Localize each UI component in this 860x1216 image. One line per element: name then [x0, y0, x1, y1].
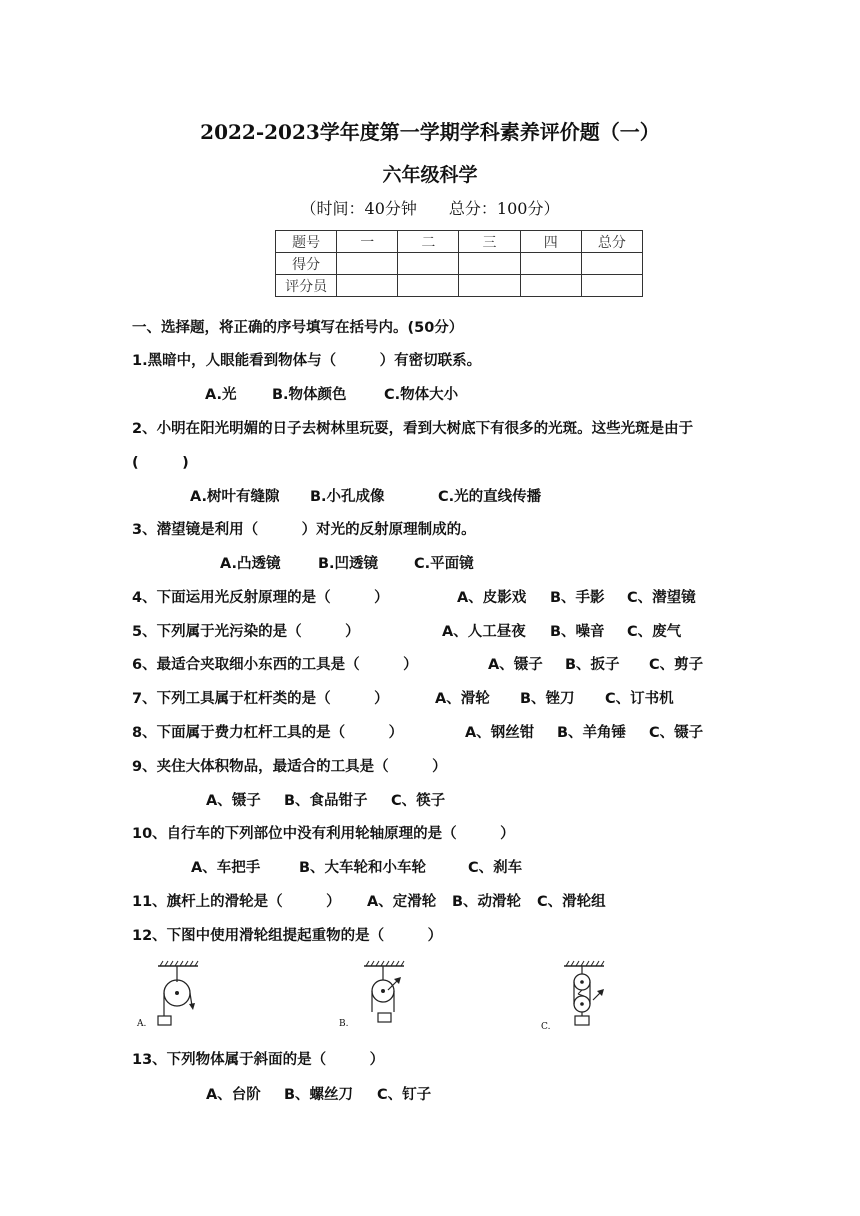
- table-cell: [398, 253, 459, 275]
- figure-a-label: A.: [137, 1019, 147, 1029]
- question-3-option-a: A.凸透镜: [220, 556, 281, 572]
- question-11-stem: 11、旗杆上的滑轮是（ ）: [132, 894, 341, 910]
- question-6-option-c: C、剪子: [649, 657, 704, 673]
- question-4-option-b: B、手影: [550, 590, 605, 606]
- table-cell: [398, 275, 459, 297]
- question-9-option-a: A、镊子: [206, 793, 261, 809]
- question-12-stem: 12、下图中使用滑轮组提起重物的是（ ）: [132, 928, 443, 944]
- figure-b-label: B.: [339, 1019, 349, 1029]
- question-5-stem: 5、下列属于光污染的是（ ）: [132, 624, 360, 640]
- exam-time-info: （时间：40分钟 总分：100分）: [300, 199, 560, 218]
- question-1-option-b: B.物体颜色: [272, 387, 347, 403]
- question-3-option-b: B.凹透镜: [318, 556, 379, 572]
- question-1-option-a: A.光: [205, 387, 237, 403]
- question-6-option-a: A、镊子: [488, 657, 543, 673]
- question-7-option-b: B、锉刀: [520, 691, 575, 707]
- table-cell: [581, 275, 642, 297]
- table-cell: [337, 275, 398, 297]
- score-table: [275, 230, 643, 297]
- table-cell: [459, 275, 520, 297]
- table-cell: 得分: [276, 253, 337, 275]
- figure-c-label: C.: [541, 1022, 551, 1032]
- table-cell: [520, 253, 581, 275]
- table-cell: [581, 253, 642, 275]
- question-5-option-a: A、人工昼夜: [442, 624, 526, 640]
- question-7-option-a: A、滑轮: [435, 691, 490, 707]
- table-row: [276, 231, 643, 253]
- question-11-option-a: A、定滑轮: [367, 894, 437, 910]
- question-8-option-b: B、羊角锤: [557, 725, 627, 741]
- question-6-stem: 6、最适合夹取细小东西的工具是（ ）: [132, 657, 418, 673]
- question-5-option-b: B、噪音: [550, 624, 605, 640]
- question-8-option-c: C、镊子: [649, 725, 704, 741]
- question-13-option-c: C、钉子: [377, 1087, 432, 1103]
- exam-title: 2022-2023学年度第一学期学科素养评价题（一）: [200, 120, 660, 144]
- table-cell: 题号: [276, 231, 337, 253]
- table-cell: [337, 253, 398, 275]
- question-2-option-a: A.树叶有缝隙: [190, 489, 280, 505]
- section-heading: 一、选择题，将正确的序号填写在括号内。(50分）: [132, 320, 464, 336]
- question-2-stem-bracket: ( ): [132, 455, 189, 471]
- table-cell: 评分员: [276, 275, 337, 297]
- question-11-option-b: B、动滑轮: [452, 894, 522, 910]
- pulley-figure-b: [338, 960, 418, 1032]
- table-cell: [520, 275, 581, 297]
- question-2-option-b: B.小孔成像: [310, 489, 385, 505]
- question-5-option-c: C、废气: [627, 624, 682, 640]
- table-cell: 四: [520, 231, 581, 253]
- question-4-stem: 4、下面运用光反射原理的是（ ）: [132, 590, 389, 606]
- table-row: [276, 253, 643, 275]
- table-cell: 三: [459, 231, 520, 253]
- question-10-option-b: B、大车轮和小车轮: [299, 860, 427, 876]
- question-13-stem: 13、下列物体属于斜面的是（ ）: [132, 1052, 385, 1068]
- exam-subtitle: 六年级科学: [382, 164, 478, 186]
- question-6-option-b: B、扳子: [565, 657, 620, 673]
- table-cell: 一: [337, 231, 398, 253]
- question-1-option-c: C.物体大小: [384, 387, 459, 403]
- question-4-option-a: A、皮影戏: [457, 590, 527, 606]
- question-3-option-c: C.平面镜: [414, 556, 474, 572]
- question-2-option-c: C.光的直线传播: [438, 489, 542, 505]
- question-13-option-a: A、台阶: [206, 1087, 261, 1103]
- question-8-stem: 8、下面属于费力杠杆工具的是（ ）: [132, 725, 404, 741]
- question-3-stem: 3、潜望镜是利用（ ）对光的反射原理制成的。: [132, 522, 476, 538]
- question-10-stem: 10、自行车的下列部位中没有利用轮轴原理的是（ ）: [132, 826, 515, 842]
- table-row: [276, 275, 643, 297]
- question-11-option-c: C、滑轮组: [537, 894, 606, 910]
- question-7-option-c: C、订书机: [605, 691, 674, 707]
- table-cell: [459, 253, 520, 275]
- question-13-option-b: B、螺丝刀: [284, 1087, 354, 1103]
- question-7-stem: 7、下列工具属于杠杆类的是（ ）: [132, 691, 389, 707]
- question-1-stem: 1.黑暗中，人眼能看到物体与（ ）有密切联系。: [132, 353, 482, 369]
- question-2-stem: 2、小明在阳光明媚的日子去树林里玩耍，看到大树底下有很多的光斑。这些光斑是由于: [132, 421, 694, 437]
- table-cell: 总分: [581, 231, 642, 253]
- question-9-option-c: C、筷子: [391, 793, 446, 809]
- question-4-option-c: C、潜望镜: [627, 590, 696, 606]
- question-8-option-a: A、钢丝钳: [465, 725, 535, 741]
- question-9-option-b: B、食品钳子: [284, 793, 368, 809]
- table-cell: 二: [398, 231, 459, 253]
- question-10-option-a: A、车把手: [191, 860, 261, 876]
- question-10-option-c: C、刹车: [468, 860, 523, 876]
- question-9-stem: 9、夹住大体积物品，最适合的工具是（ ）: [132, 759, 447, 775]
